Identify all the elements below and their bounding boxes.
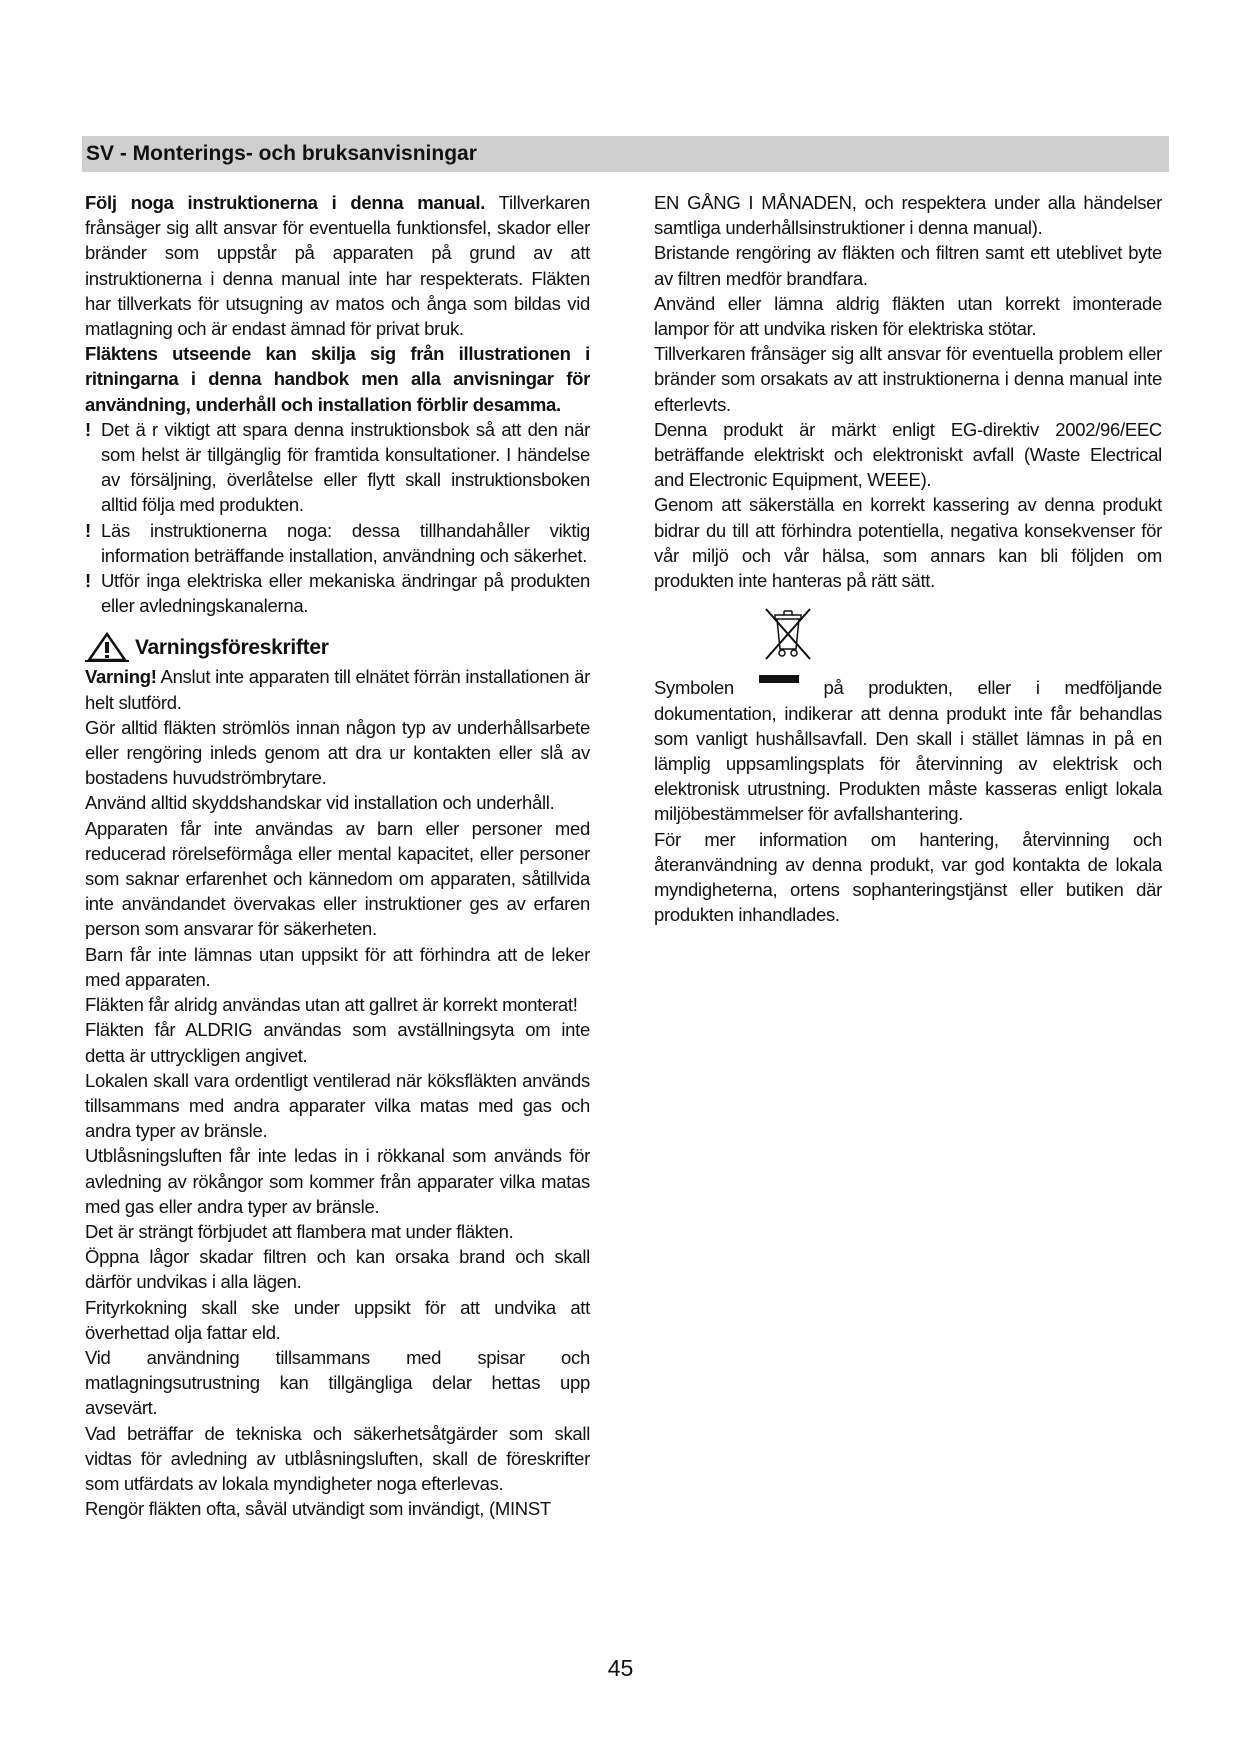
warnings-heading (85, 632, 590, 662)
closing-paragraph: För mer information om hantering, återvinning och återanvändning av denna produkt, var god kontakta de lokala myndigheterna, ortens sophanteringstjänst eller butiken där produkten inhandlades. (654, 828, 1162, 926)
black-bar-symbol-icon (759, 675, 799, 683)
note-text: Läs instruktionerna noga: dessa tillhandahåller viktig information beträffande installation, användning och säkerhet. (101, 519, 590, 566)
symbol-paragraph: dokumentation, indikerar att denna produkt inte får behandlas som vanligt hushållsavfall. Den skall i stället lämnas in på en lämplig uppsamlingsplats för återvinning av elektrisk och elektronisk utrustning. Produkten måste kasseras enligt lokala miljöbestämmelser för avfallshantering. (654, 702, 1162, 825)
symbol-word: Symbolen (654, 677, 734, 699)
body-paragraph: Frityrkokning skall ske under uppsikt för att undvika att överhettad olja fattar eld. (85, 1296, 590, 1343)
body-paragraph: Lokalen skall vara ordentligt ventilerad när köksfläkten används tillsammans med andra apparater vilka matas med gas och andra typer av bränsle. (85, 1069, 590, 1142)
body-paragraph: Använd alltid skyddshandskar vid installation och underhåll. (85, 792, 555, 814)
note-text: Utför inga elektriska eller mekaniska ändringar på produkten eller avledningskanalerna. (101, 570, 590, 617)
body-paragraph: Barn får inte lämnas utan uppsikt för att förhindra att de leker med apparaten. (85, 943, 590, 990)
note-item (85, 568, 590, 618)
body-paragraph: Fläkten får alridg användas utan att gallret är korrekt monterat! (85, 994, 578, 1016)
warning-triangle-icon (85, 632, 129, 662)
exclamation-mark: ! (85, 570, 91, 592)
body-paragraph: EN GÅNG I MÅNADEN, och respektera under alla händelser samtliga underhållsinstruktioner i denna manual). (654, 192, 1162, 239)
exclamation-mark: ! (85, 418, 91, 440)
body-paragraph: Bristande rengöring av fläkten och filtren samt ett uteblivet byte av filtren medför brandfara. (654, 242, 1162, 289)
section-header-banner (82, 136, 1169, 172)
symbol-word: produkten, (868, 677, 953, 699)
intro-bold: Följ noga instruktionerna i denna manual. (85, 192, 486, 213)
page-number: 45 (607, 1655, 634, 1681)
body-paragraph: Vid användning tillsammans med spisar och matlagningsutrustning kan tillgängliga delar hettas upp avsevärt. (85, 1346, 590, 1419)
warning-text: Anslut inte apparaten till elnätet förrän installationen är helt slutförd. (85, 666, 590, 713)
symbol-line (654, 675, 1162, 700)
body-paragraph: Tillverkaren frånsäger sig allt ansvar för eventuella problem eller bränder som orsakats av att instruktionerna i denna manual inte efterlevts. (654, 343, 1162, 415)
warning-label: Varning! (85, 666, 157, 688)
left-column (85, 190, 590, 1521)
warning-paragraph (85, 664, 590, 714)
note-item (85, 417, 590, 518)
section-title: SV - Monterings- och bruksanvisningar (86, 142, 477, 165)
symbol-word: medföljande (1064, 677, 1162, 699)
exclamation-mark: ! (85, 519, 91, 541)
body-paragraph: Gör alltid fläkten strömlös innan någon typ av underhållsarbete eller rengöring inleds genom att dra ur kontakten eller slå av bostadens huvudströmbrytare. (85, 716, 590, 789)
body-paragraph: Utblåsningsluften får inte ledas in i rökkanal som används för avledning av rökångor som kommer från apparater vilka matas med gas eller andra typer av bränsle. (85, 1145, 590, 1217)
symbol-word: i (1035, 677, 1040, 699)
note-item (85, 518, 590, 568)
warnings-title: Varningsföreskrifter (135, 635, 329, 659)
body-paragraph: Denna produkt är märkt enligt EG-direktiv 2002/96/EEC beträffande elektriskt och elektroniskt avfall (Waste Electrical and Electronic Equipment, WEEE). (654, 418, 1162, 491)
body-paragraph: Apparaten får inte användas av barn eller personer med reducerad rörelseförmåga eller mental kapacitet, eller personer som saknar erfarenhet och kännedom om apparaten, såtillvida inte användandet övervakas eller instruktioner ges av erfaren person som ansvarar för säkerheten. (85, 817, 590, 940)
note-text: Det ä r viktigt att spara denna instruktionsbok så att den när som helst är tillgänglig för framtida konsultationer. I händelse av försäljning, överlåtelse eller flytt skall instruktionsboken alltid följa med produkten. (101, 418, 590, 516)
body-paragraph: Använd eller lämna aldrig fläkten utan korrekt imonterade lampor för att undvika risken för elektriska stötar. (654, 292, 1162, 340)
body-paragraph: Öppna lågor skadar filtren och kan orsaka brand och skall därför undvikas i alla lägen. (85, 1246, 590, 1293)
intro-paragraph (85, 190, 590, 341)
body-paragraph: Det är strängt förbjudet att flambera mat under fläkten. (85, 1220, 514, 1242)
body-paragraph: Vad beträffar de tekniska och säkerhetsåtgärder som skall vidtas för avledning av utblåsningsluften, skall de föreskrifter som utfärdats av lokala myndigheter noga efterlevas. (85, 1422, 590, 1494)
body-paragraph: Genom att säkerställa en korrekt kassering av denna produkt bidrar du till att förhindra potentiella, negativa konsekvenser för vår miljö och vår hälsa, som annars kan bli följden om produkten inte hanteras på rätt sätt. (654, 494, 1162, 592)
right-column (654, 190, 1162, 927)
symbol-word: eller (977, 677, 1012, 699)
intro-text: Tillverkaren frånsäger sig allt ansvar för eventuella funktionsfel, skador eller bränder som uppstår på apparaten på grund av att instruktionerna i denna manual inte har respekterats. Fläkten har tillverkats för utsugning av matos och ånga som bildas vid matlagning och är endast ämnad för privat bruk. (85, 192, 590, 340)
crossed-out-wheelie-bin-icon (758, 605, 818, 663)
symbol-word: på (823, 677, 844, 699)
body-paragraph: Fläkten får ALDRIG användas som avställningsyta om inte detta är uttryckligen angivet. (85, 1019, 590, 1066)
body-paragraph: Rengör fläkten ofta, såväl utvändigt som invändigt, (MINST (85, 1498, 551, 1520)
appearance-notice: Fläktens utseende kan skilja sig från illustrationen i ritningarna i denna handbok men alla anvisningar för användning, underhåll och installation förblir desamma. (85, 343, 590, 415)
